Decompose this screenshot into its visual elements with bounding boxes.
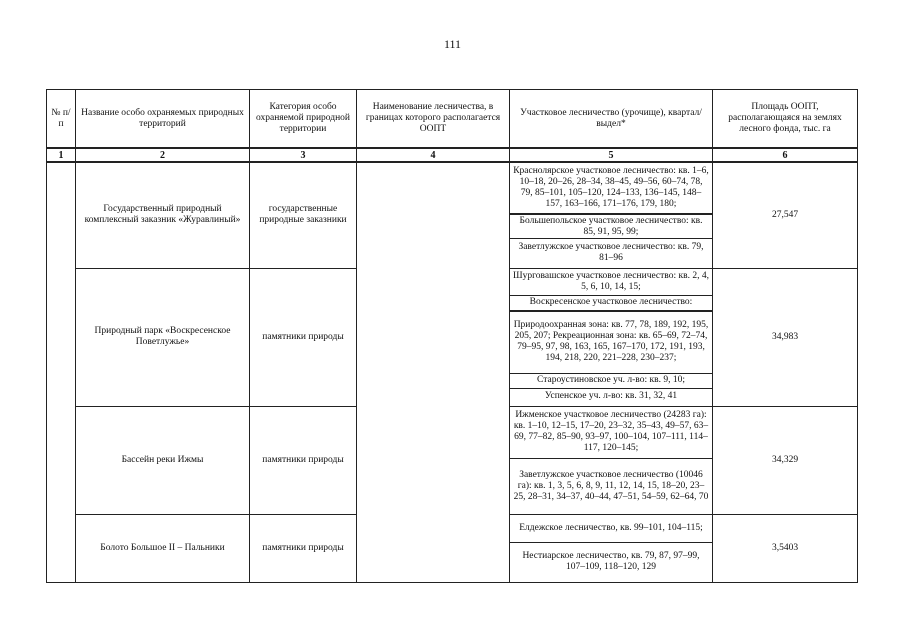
table-header-row <box>47 90 858 149</box>
area-value: 27,547 <box>713 162 858 268</box>
header-district-forestry: Участковое лесничество (урочище), квартал/выдел* <box>510 90 713 149</box>
territory-category: государственные природные заказники <box>250 162 357 268</box>
territory-category: памятники природы <box>250 406 357 514</box>
column-number: 1 <box>47 148 76 162</box>
district-forestry-entry: Заветлужское участковое лесничество: кв. 79, 81–96 <box>518 242 704 263</box>
column-number: 6 <box>713 148 858 162</box>
territory-name: Бассейн реки Ижмы <box>76 406 250 514</box>
district-forestry-cell <box>510 514 713 582</box>
district-forestry-cell <box>510 406 713 514</box>
page-number: 111 <box>443 37 462 51</box>
header-category: Категория особо охраняемой природной территории <box>250 90 357 149</box>
table-row <box>47 162 858 268</box>
area-value: 3,5403 <box>713 514 858 582</box>
district-forestry-entry: Шурговашское участковое лесничество: кв. 2, 4, 5, 6, 10, 14, 15; <box>510 269 712 296</box>
header-number: № п/п <box>47 90 76 149</box>
area-value: 34,983 <box>713 268 858 406</box>
column-number: 5 <box>510 148 713 162</box>
district-forestry-entry: Елдежское лесничество, кв. 99–101, 104–115; <box>510 515 712 543</box>
column-numbers-row <box>47 148 858 162</box>
district-forestry-entry: Заветлужское участковое лесничество (10046 га): кв. 1, 3, 5, 6, 8, 9, 11, 12, 14, 15, 18–20, 23–25, 28–31, 34–37, 40–44, 47–51, 54–59, 62–64, 70 <box>513 469 709 502</box>
area-value: 34,329 <box>713 406 858 514</box>
district-forestry-entry: Нестиарское лесничество, кв. 79, 87, 97–99, 107–109, 118–120, 129 <box>522 551 700 572</box>
district-forestry-entry: Успенское уч. л-во: кв. 31, 32, 41 <box>544 391 678 401</box>
district-forestry-cell <box>510 268 713 406</box>
header-forestry: Наименование лесничества, в границах которого располагается ООПТ <box>357 90 510 149</box>
header-area: Площадь ООПТ, располагающаяся на землях лесного фонда, тыс. га <box>713 90 858 149</box>
header-name: Название особо охраняемых природных территорий <box>76 90 250 149</box>
district-forestry-entry: Природоохранная зона: кв. 77, 78, 189, 192, 195, 205, 207; Рекреационная зона: кв. 65–69, 72–74, 79–95, 97, 98, 163, 165, 167–170, 172, 191, 193, 194, 218, 220, 221–228, 230–237; <box>510 311 712 374</box>
district-forestry-entry: Краснолярское участковое лесничество: кв. 1–6, 10–18, 20–26, 28–34, 38–45, 49–56, 60–74, 78, 79, 85–101, 105–120, 124–133, 136–145, 148–157, 163–166, 171–176, 179, 180; <box>510 163 712 214</box>
oopt-table <box>46 89 858 583</box>
row-number-cell <box>47 162 76 582</box>
column-number: 2 <box>76 148 250 162</box>
territory-name: Болото Большое II – Пальники <box>76 514 250 582</box>
district-forestry-cell <box>510 162 713 268</box>
territory-name: Природный парк «Воскресенское Поветлужье» <box>76 268 250 406</box>
district-forestry-entry: Ижменское участковое лесничество (24283 га): кв. 1–10, 12–15, 17–20, 23–32, 35–43, 49–57, 63–69, 77–82, 85–90, 93–97, 100–104, 107–111, 114–117, 120–145; <box>510 407 712 459</box>
district-forestry-entry: Большепольское участковое лесничество: кв. 85, 91, 95, 99; <box>510 214 712 239</box>
column-number: 4 <box>357 148 510 162</box>
column-number: 3 <box>250 148 357 162</box>
district-forestry-entry: Воскресенское участковое лесничество: <box>510 296 712 311</box>
territory-name: Государственный природный комплексный заказник «Журавлиный» <box>76 162 250 268</box>
territory-category: памятники природы <box>250 514 357 582</box>
forestry-cell <box>357 162 510 582</box>
district-forestry-entry: Староустиновское уч. л-во: кв. 9, 10; <box>510 374 712 389</box>
territory-category: памятники природы <box>250 268 357 406</box>
